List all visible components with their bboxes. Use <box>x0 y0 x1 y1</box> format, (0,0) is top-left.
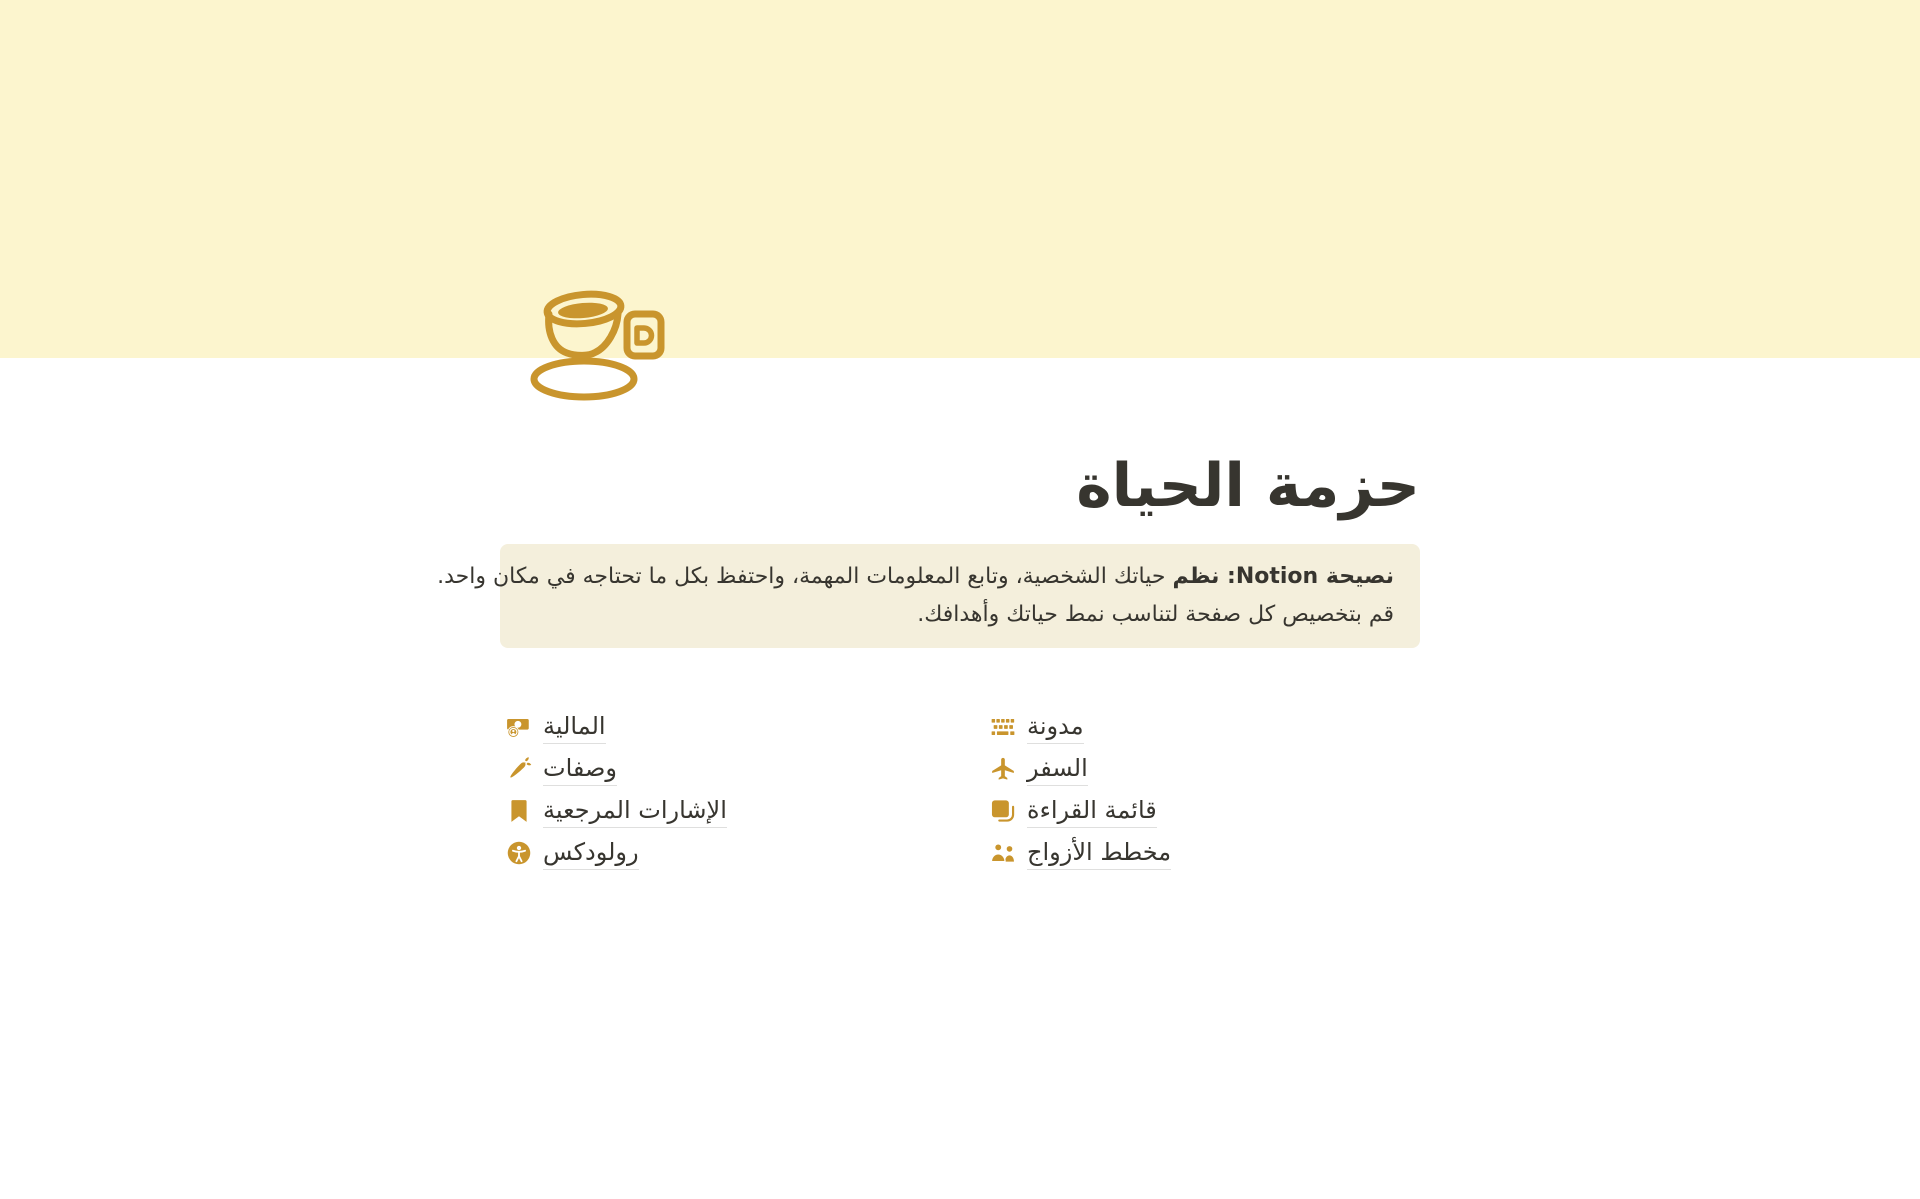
page-link-blog[interactable] <box>984 706 1420 748</box>
page-link-label: السفر <box>1027 753 1088 786</box>
page-link-reading-list[interactable] <box>984 790 1420 832</box>
page-icon[interactable] <box>527 282 667 404</box>
links-column-right <box>984 706 1420 874</box>
carrot-icon <box>506 756 532 782</box>
page-link-label: وصفات <box>543 753 617 786</box>
people-icon <box>990 840 1016 866</box>
page-link-couples-planner[interactable] <box>984 832 1420 874</box>
page-link-label: رولودكس <box>543 837 639 870</box>
page-link-bookmarks[interactable] <box>500 790 984 832</box>
person-circle-icon <box>506 840 532 866</box>
coffee-cup-icon <box>527 282 667 404</box>
page-link-label: مدونة <box>1027 711 1084 744</box>
page-link-travel[interactable] <box>984 748 1420 790</box>
page-link-recipes[interactable] <box>500 748 984 790</box>
bookmark-icon <box>506 798 532 824</box>
page-content <box>437 282 1420 874</box>
page-link-label: قائمة القراءة <box>1027 795 1157 828</box>
notion-tip-callout <box>437 544 1420 648</box>
callout-line-1-rest: حياتك الشخصية، وتابع المعلومات المهمة، واحتفظ بكل ما تحتاجه في مكان واحد. <box>437 564 1166 589</box>
page-link-label: المالية <box>543 711 606 744</box>
callout-line-1 <box>437 558 1394 596</box>
book-icon <box>990 798 1016 824</box>
page-link-rolodex[interactable] <box>500 832 984 874</box>
page-link-label: الإشارات المرجعية <box>543 795 727 828</box>
page-title: حزمة الحياة <box>1076 451 1420 521</box>
money-icon <box>506 714 532 740</box>
links-column-left <box>500 706 984 874</box>
airplane-icon <box>990 756 1016 782</box>
callout-line-2: قم بتخصيص كل صفحة لتناسب نمط حياتك وأهدافك. <box>917 602 1394 627</box>
page-link-label: مخطط الأزواج <box>1027 837 1171 870</box>
page-link-finance[interactable] <box>500 706 984 748</box>
page-links-grid <box>500 706 1420 874</box>
callout-bold-text: نصيحة Notion: نظم <box>1172 564 1394 589</box>
keyboard-icon <box>990 714 1016 740</box>
